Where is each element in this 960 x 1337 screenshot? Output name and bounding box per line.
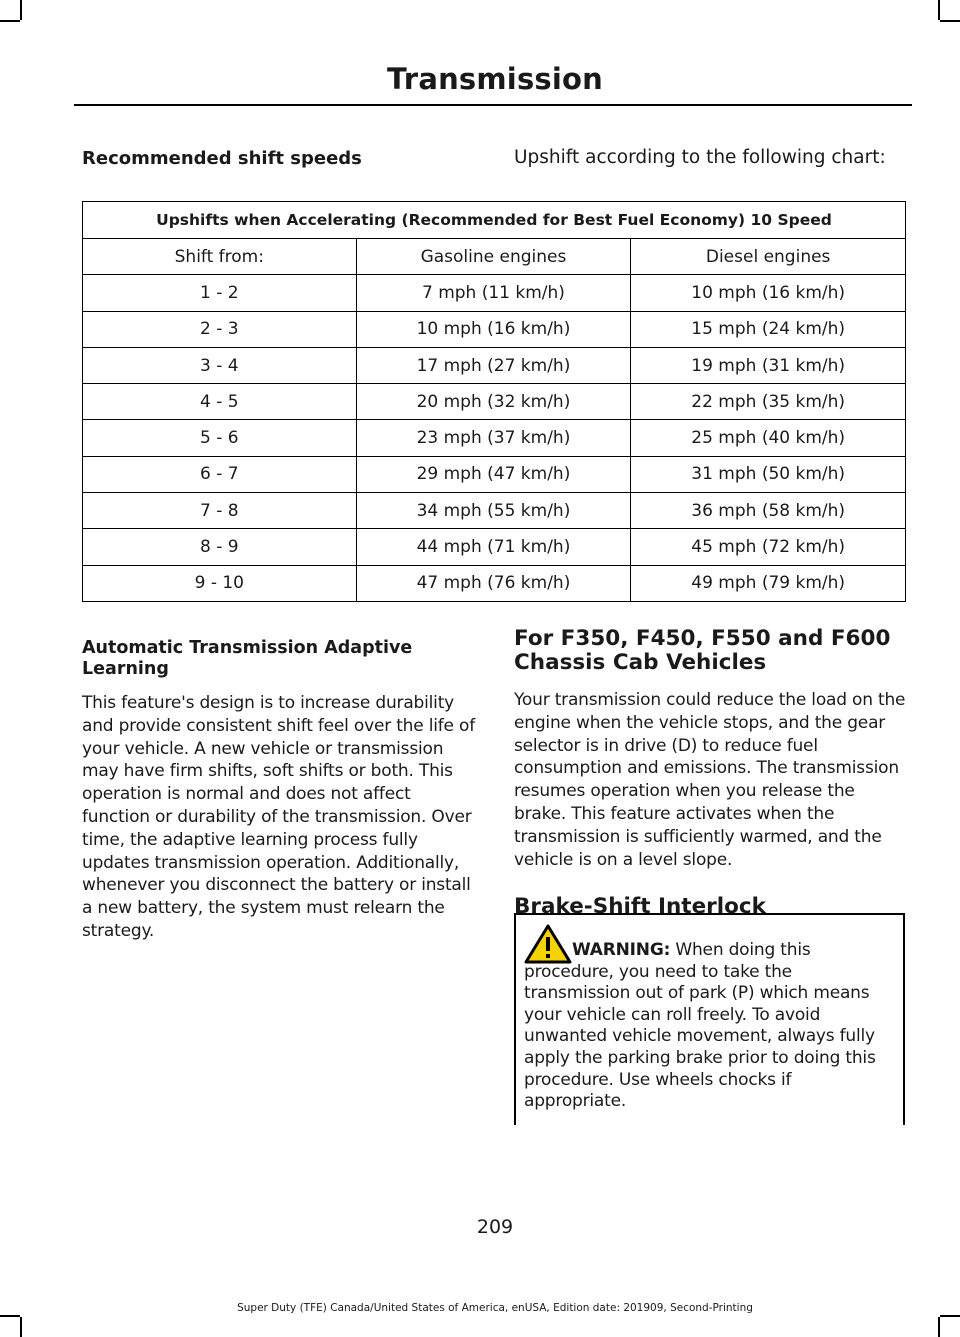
cell-shift: 5 - 6 <box>83 420 357 456</box>
crop-mark <box>938 0 940 20</box>
cell-diesel: 31 mph (50 km/h) <box>631 456 906 492</box>
title-rule <box>74 104 912 106</box>
shift-speeds-table <box>82 201 906 602</box>
warning-label: WARNING: <box>572 940 671 960</box>
cell-diesel: 25 mph (40 km/h) <box>631 420 906 456</box>
chassis-cab-body: Your transmission could reduce the load on the engine when the vehicle stops, and the gear selector is in drive (D) to reduce fuel consumption and emissions. The transmission resumes operation when you release the brake. This feature activates when the transmission is sufficiently warmed, and the vehicle is on a level slope. <box>514 690 906 870</box>
table-row <box>83 565 906 601</box>
cell-gasoline: 23 mph (37 km/h) <box>356 420 631 456</box>
cell-diesel: 36 mph (58 km/h) <box>631 493 906 529</box>
cell-shift: 3 - 4 <box>83 347 357 383</box>
cell-shift: 9 - 10 <box>83 565 357 601</box>
brake-shift-heading: Brake-Shift Interlock <box>514 894 766 920</box>
section-title: Transmission <box>387 62 603 96</box>
page-footer: Super Duty (TFE) Canada/United States of America, enUSA, Edition date: 201909, Second-Printing <box>237 1302 753 1314</box>
cell-shift: 4 - 5 <box>83 384 357 420</box>
crop-mark <box>938 1317 940 1337</box>
table-row <box>83 311 906 347</box>
cell-shift: 1 - 2 <box>83 275 357 311</box>
crop-mark <box>940 1315 960 1317</box>
right-column <box>514 627 909 941</box>
cell-diesel: 45 mph (72 km/h) <box>631 529 906 565</box>
table-header-row <box>83 239 906 275</box>
crop-mark <box>0 1315 20 1317</box>
cell-diesel: 19 mph (31 km/h) <box>631 347 906 383</box>
cell-gasoline: 20 mph (32 km/h) <box>356 384 631 420</box>
shift-speeds-intro: Upshift according to the following chart: <box>514 147 886 168</box>
warning-body: When doing this procedure, you need to take the transmission out of park (P) which means your vehicle can roll freely. To avoid unwanted vehicle movement, always fully apply the parking brake prior to doing this procedure. Use wheels chocks if appropriate. <box>524 940 876 1112</box>
cell-gasoline: 29 mph (47 km/h) <box>356 456 631 492</box>
cell-gasoline: 47 mph (76 km/h) <box>356 565 631 601</box>
header-gasoline: Gasoline engines <box>356 239 631 275</box>
table-row <box>83 493 906 529</box>
adaptive-learning-heading: Automatic Transmission Adaptive Learning <box>82 638 413 679</box>
warning-box <box>514 913 905 1125</box>
page-number: 209 <box>476 1216 514 1238</box>
cell-gasoline: 17 mph (27 km/h) <box>356 347 631 383</box>
cell-shift: 6 - 7 <box>83 456 357 492</box>
cell-gasoline: 34 mph (55 km/h) <box>356 493 631 529</box>
cell-diesel: 22 mph (35 km/h) <box>631 384 906 420</box>
cell-shift: 8 - 9 <box>83 529 357 565</box>
cell-diesel: 49 mph (79 km/h) <box>631 565 906 601</box>
table-row <box>83 529 906 565</box>
cell-shift: 7 - 8 <box>83 493 357 529</box>
crop-mark <box>20 0 22 20</box>
table-row <box>83 384 906 420</box>
cell-gasoline: 7 mph (11 km/h) <box>356 275 631 311</box>
cell-shift: 2 - 3 <box>83 311 357 347</box>
adaptive-learning-body: This feature's design is to increase durability and provide consistent shift feel over the life of your vehicle. A new vehicle or transmission may have firm shifts, soft shifts or both. This operation is normal and does not affect function or durability of the transmission. Over time, the adaptive learning process fully updates transmission operation. Additionally, whenever you disconnect the battery or install a new battery, the system must relearn the strategy. <box>82 693 475 941</box>
crop-mark <box>940 20 960 22</box>
warning-text <box>524 940 898 1113</box>
cell-gasoline: 10 mph (16 km/h) <box>356 311 631 347</box>
table-row <box>83 456 906 492</box>
shift-speeds-heading: Recommended shift speeds <box>82 148 362 169</box>
table-caption: Upshifts when Accelerating (Recommended for Best Fuel Economy) 10 Speed <box>83 202 906 239</box>
table-row <box>83 347 906 383</box>
chassis-cab-heading: For F350, F450, F550 and F600 Chassis Cab Vehicles <box>514 626 891 675</box>
cell-gasoline: 44 mph (71 km/h) <box>356 529 631 565</box>
crop-mark <box>0 20 20 22</box>
cell-diesel: 15 mph (24 km/h) <box>631 311 906 347</box>
header-shift-from: Shift from: <box>83 239 357 275</box>
header-diesel: Diesel engines <box>631 239 906 275</box>
adaptive-learning-section <box>82 638 477 943</box>
cell-diesel: 10 mph (16 km/h) <box>631 275 906 311</box>
crop-mark <box>20 1317 22 1337</box>
table-row <box>83 420 906 456</box>
table-row <box>83 275 906 311</box>
